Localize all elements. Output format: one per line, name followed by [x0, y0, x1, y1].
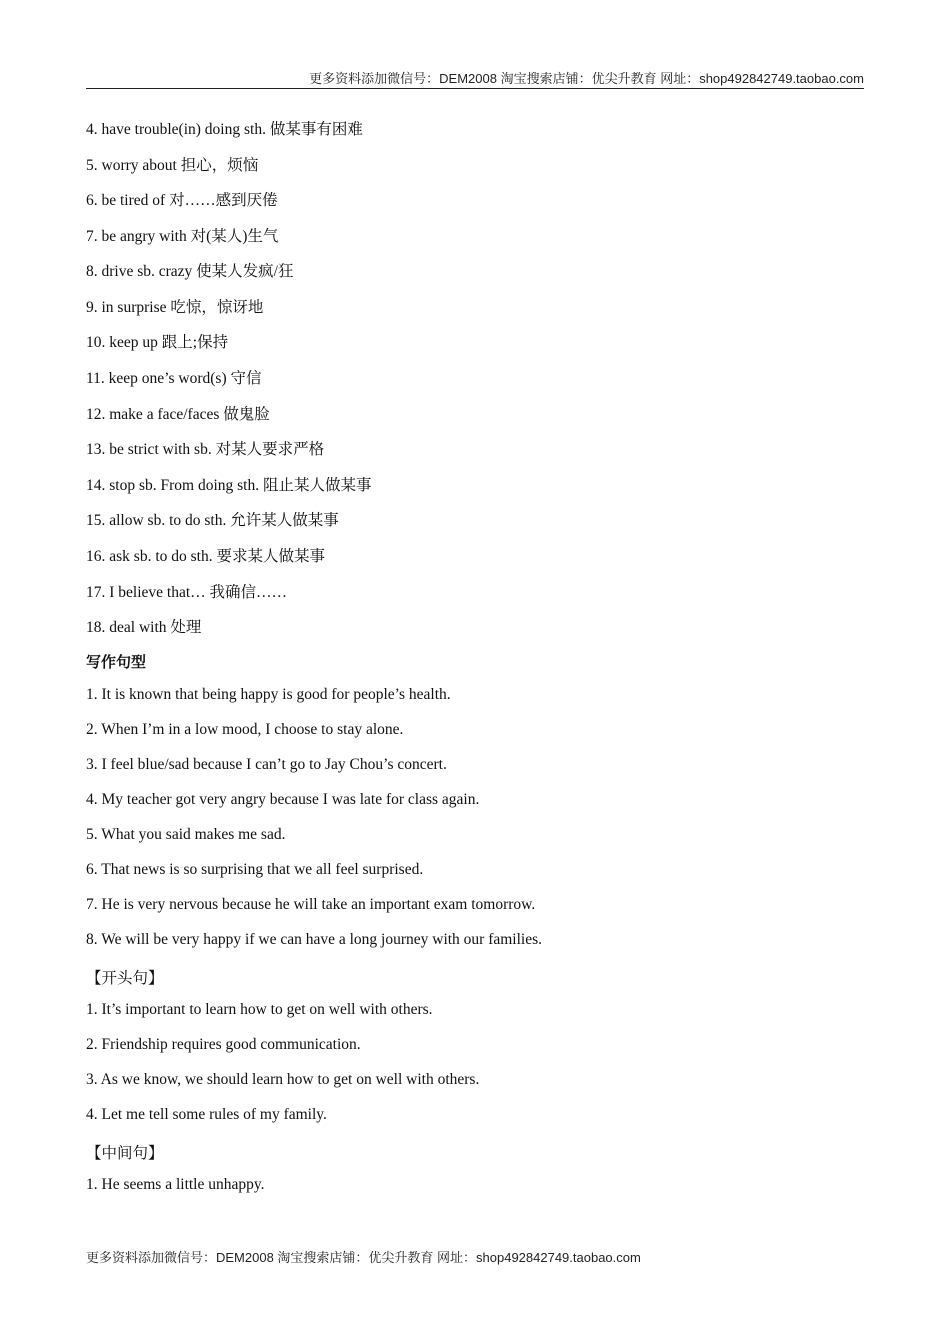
phrase-item: 4. have trouble(in) doing sth. 做某事有困难 [86, 121, 363, 138]
writing-sentence: 1. It is known that being happy is good for people’s health. [86, 686, 451, 703]
opening-sentence: 1. It’s important to learn how to get on well with others. [86, 1001, 433, 1018]
phrase-item: 6. be tired of 对……感到厌倦 [86, 192, 278, 209]
phrase-item: 5. worry about 担心，烦恼 [86, 157, 259, 174]
page-footer: 更多资料添加微信号：DEM2008 淘宝搜索店铺：优尖升教育 网址：shop492842749.taobao.com [86, 1250, 641, 1265]
phrase-item: 15. allow sb. to do sth. 允许某人做某事 [86, 512, 339, 529]
phrase-item: 18. deal with 处理 [86, 619, 202, 636]
writing-sentence: 6. That news is so surprising that we all feel surprised. [86, 861, 424, 878]
phrase-item: 13. be strict with sb. 对某人要求严格 [86, 441, 325, 458]
phrase-item: 9. in surprise 吃惊，惊讶地 [86, 299, 264, 316]
phrase-item: 11. keep one’s word(s) 守信 [86, 370, 262, 387]
opening-heading: 【开头句】 [86, 970, 164, 987]
phrase-item: 8. drive sb. crazy 使某人发疯/狂 [86, 263, 294, 280]
middle-sentence: 1. He seems a little unhappy. [86, 1176, 265, 1193]
phrase-item: 12. make a face/faces 做鬼脸 [86, 406, 270, 423]
page-header: 更多资料添加微信号：DEM2008 淘宝搜索店铺：优尖升教育 网址：shop492842749.taobao.com [86, 68, 864, 89]
phrase-item: 14. stop sb. From doing sth. 阻止某人做某事 [86, 477, 372, 494]
writing-sentence: 8. We will be very happy if we can have a long journey with our families. [86, 931, 543, 948]
opening-sentence: 2. Friendship requires good communication. [86, 1036, 361, 1053]
phrase-item: 7. be angry with 对(某人)生气 [86, 228, 279, 245]
writing-sentence: 5. What you said makes me sad. [86, 826, 286, 843]
phrase-item: 16. ask sb. to do sth. 要求某人做某事 [86, 548, 325, 565]
writing-sentence: 7. He is very nervous because he will take an important exam tomorrow. [86, 896, 536, 913]
writing-sentence: 2. When I’m in a low mood, I choose to stay alone. [86, 721, 404, 738]
phrase-item: 17. I believe that… 我确信…… [86, 584, 288, 601]
writing-heading: 写作句型 [86, 653, 147, 671]
middle-heading: 【中间句】 [86, 1145, 164, 1162]
writing-sentence: 3. I feel blue/sad because I can’t go to Jay Chou’s concert. [86, 756, 447, 773]
writing-sentence: 4. My teacher got very angry because I was late for class again. [86, 791, 480, 808]
phrase-item: 10. keep up 跟上;保持 [86, 334, 229, 351]
opening-sentence: 3. As we know, we should learn how to get on well with others. [86, 1071, 480, 1088]
opening-sentence: 4. Let me tell some rules of my family. [86, 1106, 327, 1123]
